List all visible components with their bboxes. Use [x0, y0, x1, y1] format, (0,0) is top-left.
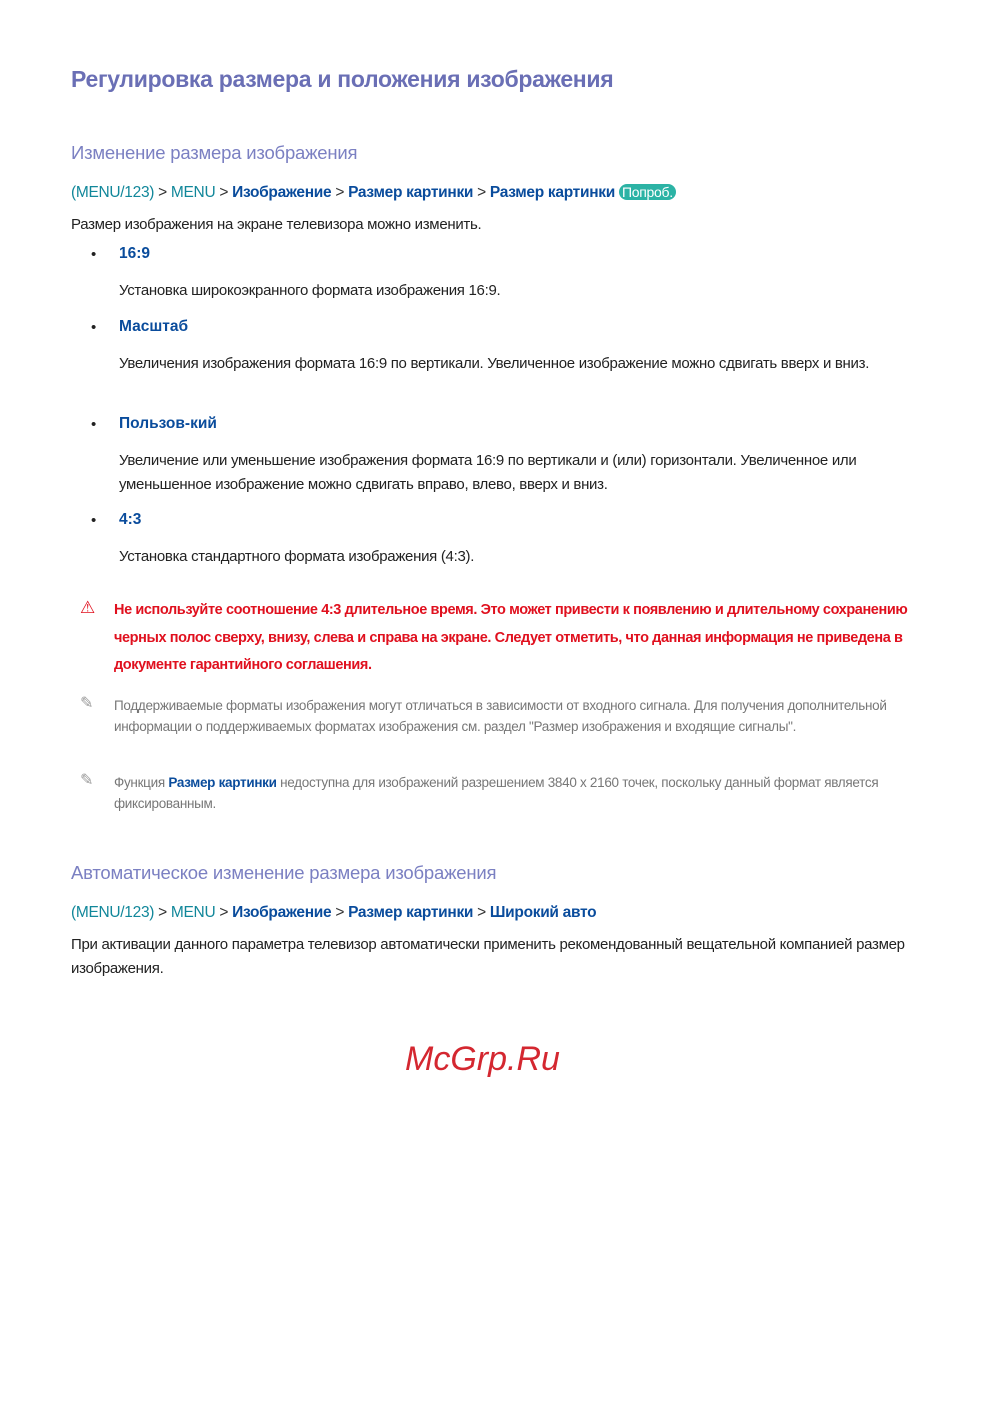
option-desc: Установка стандартного формата изображения (4:3).: [119, 548, 475, 565]
path-picture[interactable]: Изображение: [232, 184, 332, 201]
path-auto-wide[interactable]: Широкий авто: [489, 904, 597, 921]
note-text: Функция Размер картинки недоступна для изображений разрешением 3840 x 2160 точек, поскольку данный формат является фиксированным.: [114, 775, 879, 811]
menu-path: [71, 184, 676, 202]
chevron-right-icon: >: [335, 904, 345, 921]
path-menu123: (MENU/123): [71, 904, 155, 921]
section-heading-resize: Изменение размера изображения: [71, 142, 358, 163]
path-picture[interactable]: Изображение: [232, 904, 332, 921]
try-now-badge[interactable]: Попроб.: [619, 184, 676, 200]
option-desc: Увеличения изображения формата 16:9 по вертикали. Увеличенное изображение можно сдвигать вверх и вниз.: [119, 355, 870, 372]
chevron-right-icon: >: [219, 184, 229, 201]
path-menu123: (MENU/123): [71, 184, 155, 201]
option-desc: Установка широкоэкранного формата изображения 16:9.: [119, 282, 501, 299]
chevron-right-icon: >: [335, 184, 345, 201]
chevron-right-icon: >: [477, 904, 486, 921]
warning-text: Не используйте соотношение 4:3 длительное время. Это может привести к появлению и длительному сохранению черных полос сверху, внизу, слева и справа на экране. Следует отметить, что данная информация не приведена в документе гарантийного соглашения.: [114, 602, 908, 673]
chevron-right-icon: >: [158, 904, 167, 921]
section-heading-auto: Автоматическое изменение размера изображения: [71, 862, 497, 883]
menu-path: [71, 904, 596, 922]
auto-wide-text: При активации данного параметра телевизор автоматически применить рекомендованный вещательной компанией размер изображения.: [71, 936, 905, 977]
chevron-right-icon: >: [158, 184, 167, 201]
option-label: Пользов-кий: [119, 415, 217, 432]
option-desc: Увеличение или уменьшение изображения формата 16:9 по вертикали и (или) горизонтали. Увеличенное или уменьшенное изображение можно сдвигать вправо, влево, вверх и вниз.: [119, 452, 857, 493]
pencil-icon: ✎: [80, 772, 94, 789]
pencil-icon: ✎: [80, 695, 94, 712]
page-title: Регулировка размера и положения изображения: [71, 66, 614, 92]
path-picture-size-setting[interactable]: Размер картинки: [489, 184, 615, 201]
path-picture-size[interactable]: Размер картинки: [348, 184, 474, 201]
path-menu: MENU: [170, 904, 216, 921]
bullet: •: [91, 512, 97, 529]
intro-text: Размер изображения на экране телевизора можно изменить.: [71, 216, 482, 233]
option-label: 4:3: [119, 511, 142, 528]
chevron-right-icon: >: [477, 184, 486, 201]
option-label: Масштаб: [119, 318, 189, 335]
bullet: •: [91, 416, 97, 433]
chevron-right-icon: >: [219, 904, 229, 921]
note-link: Размер картинки: [168, 775, 277, 790]
option-label: 16:9: [119, 245, 151, 262]
path-menu: MENU: [170, 184, 216, 201]
path-picture-size[interactable]: Размер картинки: [348, 904, 474, 921]
bullet: •: [91, 319, 97, 336]
watermark: McGrp.Ru: [405, 1040, 560, 1078]
bullet: •: [91, 246, 97, 263]
note-text: Поддерживаемые форматы изображения могут отличаться в зависимости от входного сигнала. Для получения дополнительной информации о поддерживаемых форматах изображения см. раздел "Размер изображения и входящие сигналы".: [114, 698, 887, 734]
warning-icon: ⚠: [80, 598, 96, 617]
